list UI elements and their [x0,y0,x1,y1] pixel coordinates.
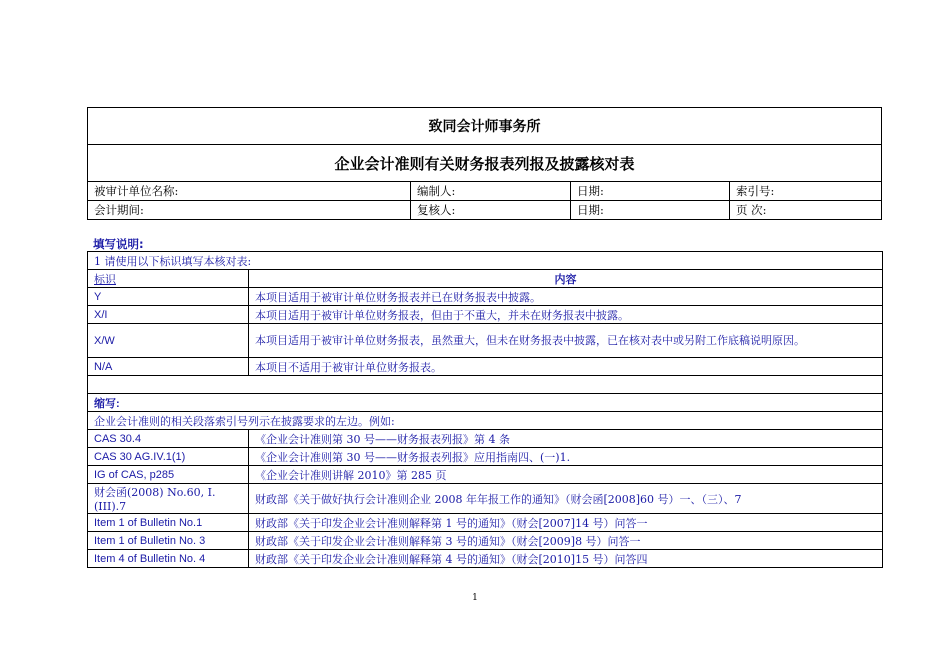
table-row [88,394,883,412]
firm-name: 致同会计师事务所 [88,108,881,145]
instructions-heading: 填写说明: [93,237,144,251]
abbrev-desc: 《企业会计准则第 30 号——财务报表列报》应用指南四、(一)1. [249,448,883,466]
abbrev-code: IG of CAS, p285 [88,466,249,484]
table-row [88,532,883,550]
accounting-period-label: 会计期间: [94,203,144,217]
table-row [88,484,883,514]
content-cell: 本项目不适用于被审计单位财务报表。 [249,358,883,376]
mark-cell: Y [88,288,249,306]
content-cell: 本项目适用于被审计单位财务报表，虽然重大，但未在财务报表中披露，已在核对表中或另附工作底稿说明原因。 [249,324,883,358]
abbrev-desc: 财政部《关于印发企业会计准则解释第 1 号的通知》（财会[2007]14 号）问答一 [249,514,883,532]
document-title: 企业会计准则有关财务报表列报及披露核对表 [88,145,881,182]
table-row [88,288,883,306]
table-row [88,412,883,430]
abbrev-desc: 财政部《关于印发企业会计准则解释第 3 号的通知》（财会[2009]8 号）问答一 [249,532,883,550]
table-row [88,324,883,358]
abbrev-desc: 财政部《关于做好执行会计准则企业 2008 年年报工作的通知》（财会函[2008]60 号）一、（三）、7 [249,484,883,514]
table-row [88,270,883,288]
column-header-mark: 标识 [88,270,249,288]
header-box [87,107,882,220]
mark-cell: N/A [88,358,249,376]
table-row [88,466,883,484]
instructions-intro: 1 请使用以下标识填写本核对表: [88,252,883,270]
date-label: 日期: [570,182,729,200]
table-row [88,448,883,466]
audited-entity-label: 被审计单位名称: [94,184,179,198]
instructions-table [87,251,883,568]
abbrev-code: Item 4 of Bulletin No. 4 [88,550,249,568]
table-row [88,306,883,324]
abbrev-code: CAS 30 AG.IV.1(1) [88,448,249,466]
preparer-label: 编制人: [410,182,570,200]
table-row [88,376,883,394]
content-cell: 本项目适用于被审计单位财务报表，但由于不重大，并未在财务报表中披露。 [249,306,883,324]
table-row [88,252,883,270]
abbrev-intro: 企业会计准则的相关段落索引号列示在披露要求的左边。例如: [88,412,883,430]
index-label: 索引号: [729,182,881,200]
abbrev-desc: 财政部《关于印发企业会计准则解释第 4 号的通知》（财会[2010]15 号）问答四 [249,550,883,568]
table-row [88,358,883,376]
abbrev-code: 财会函(2008) No.60, I.(III).7 [88,484,249,514]
page-count-label: 页 次: [729,201,881,219]
reviewer-label: 复核人: [410,201,570,219]
abbrev-code: Item 1 of Bulletin No. 3 [88,532,249,550]
review-date-label: 日期: [570,201,729,219]
table-row [88,514,883,532]
page-number: 1 [472,593,478,603]
mark-cell: X/I [88,306,249,324]
abbrev-desc: 《企业会计准则第 30 号——财务报表列报》第 4 条 [249,430,883,448]
abbrev-desc: 《企业会计准则讲解 2010》第 285 页 [249,466,883,484]
table-row [88,430,883,448]
table-row [88,550,883,568]
abbrev-code: CAS 30.4 [88,430,249,448]
info-row-2 [88,200,881,219]
info-row-1 [88,182,881,200]
column-header-content: 内容 [249,270,883,288]
abbrev-code: Item 1 of Bulletin No.1 [88,514,249,532]
spacer-row [88,376,883,394]
mark-cell: X/W [88,324,249,358]
content-cell: 本项目适用于被审计单位财务报表并已在财务报表中披露。 [249,288,883,306]
abbrev-heading: 缩写: [88,394,883,412]
